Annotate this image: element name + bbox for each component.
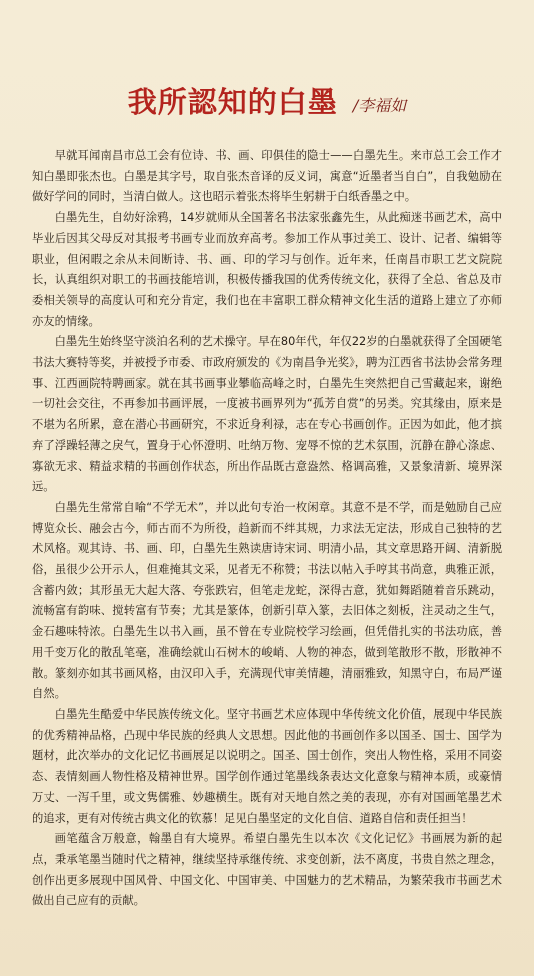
article-author: /李福如 [352,96,407,115]
paragraph-5: 白墨先生酷爱中华民族传统文化。坚守书画艺术应体现中华传统文化价值，展现中华民族的优秀精神品格，凸现中华民族的经典人文思想。因此他的书画创作多以国圣、国士、国学为题材，此次举办的文化记忆书画展足以说明之。国圣、国士创作，突出人物性格，采用不同姿态、表情刻画人物性格及精神世界。国学创作通过笔墨线条表达文化意象与精神本质，或豪情万丈、一泻千里，或文隽儒雅、妙趣横生。既有对天地自然之美的表现，亦有对国画笔墨艺术的追求，更有对传统古典文化的钦慕！足见白墨坚定的文化自信、道路自信和责任担当！ [32,707,502,825]
title-row [0,82,534,122]
article-title: 我所認知的白墨 [127,85,338,119]
paragraph-4: 白墨先生常常自喻“不学无术”，并以此句专治一枚闲章。其意不是不学，而是勉励自己应博览众长、融会古今，师古而不为所役，趋新而不绊其规，力求法无定法，形成自己独特的艺术风格。观其诗、书、画、印，白墨先生熟读唐诗宋词、明清小品，其文章思路开阔、清新脱俗，虽很少公开示人，但难掩其文采，见者无不称赞；书法以帖入手哼其书尚意，典雅正派，含蓄内敛；其形虽无大起大落、夸张跌宕，但笔走龙蛇，深得古意，犹如舞蹈随着音乐跳动，流畅富有韵味、搅转富有节奏；尤其是篆体，创新引草入篆，去旧体之刻板，注灵动之生气，金石趣味特浓。白墨先生以书入画，虽不曾在专业院校学习绘画，但凭借扎实的书法功底，善用千变万化的散乱笔毫，准确绘就山石树木的峻峭、人物的神态，做到笔散形不散，形散神不散。篆刻亦如其书画风格，由汉印入手，充满现代审美情趣，清丽雅致，知黑守白，布局严谨自然。 [32,500,502,701]
paragraph-6: 画笔蕴含万般意，翰墨自有大境界。希望白墨先生以本次《文化记忆》书画展为新的起点，秉承笔墨当随时代之精神，继续坚持承继传统、求变创新，法不离度，书贵自然之理念，创作出更多展现中国风骨、中国文化、中国审美、中国魅力的艺术精品，为繁荣我市书画艺术做出自己应有的贡献。 [32,832,502,908]
paragraph-1: 早就耳闻南昌市总工会有位诗、书、画、印俱佳的隐士——白墨先生。来市总工会工作才知白墨即张杰也。白墨是其字号，取自张杰音译的反义词，寓意“近墨者当自白”，自我勉励在做好学问的同时，当清白做人。这也昭示着张杰将毕生躬耕于白纸香墨之中。 [32,149,502,204]
article-body [32,146,502,912]
paragraph-3: 白墨先生始终坚守淡泊名利的艺术操守。早在80年代，年仅22岁的白墨就获得了全国硬笔书法大赛特等奖，并被授予市委、市政府颁发的《为南昌争光奖》，聘为江西省书法协会常务理事、江西画院特聘画家。就在其书画事业攀临高峰之时，白墨先生突然把自己雪藏起来，谢绝一切社会交往，不再参加书画评展，一度被书画界列为“孤芳自赏”的另类。究其缘由，原来是不堪为名所累，意在潜心书画研究，不求近身利禄，志在专心书画创作。正因为如此，他才摈弃了浮躁轻薄之戾气，置身于心怀澄明、吐纳万物、宠辱不惊的艺术氛围，沉静在静心涤虑、寡欲无求、精益求精的书画创作状态，所出作品既古意盎然、格调高雅，又景象清新、境界深远。 [32,335,502,494]
paragraph-2: 白墨先生，自幼好涂鸦，14岁就师从全国著名书法家张鑫先生，从此痴迷书画艺术，高中毕业后因其父母反对其报考书画专业而放弃高考。参加工作从事过美工、设计、记者、编辑等职业，但闲暇之余从未间断诗、书、画、印的学习与创作。近年来，任南昌市职工艺文院院长，认真组织对职工的书画技能培训，积极传播我国的优秀传统文化，获得了全总、省总及市委相关领导的高度认可和充分肯定，我们也在丰富职工群众精神文化生活的道路上建立了亦师亦友的情缘。 [32,211,502,328]
